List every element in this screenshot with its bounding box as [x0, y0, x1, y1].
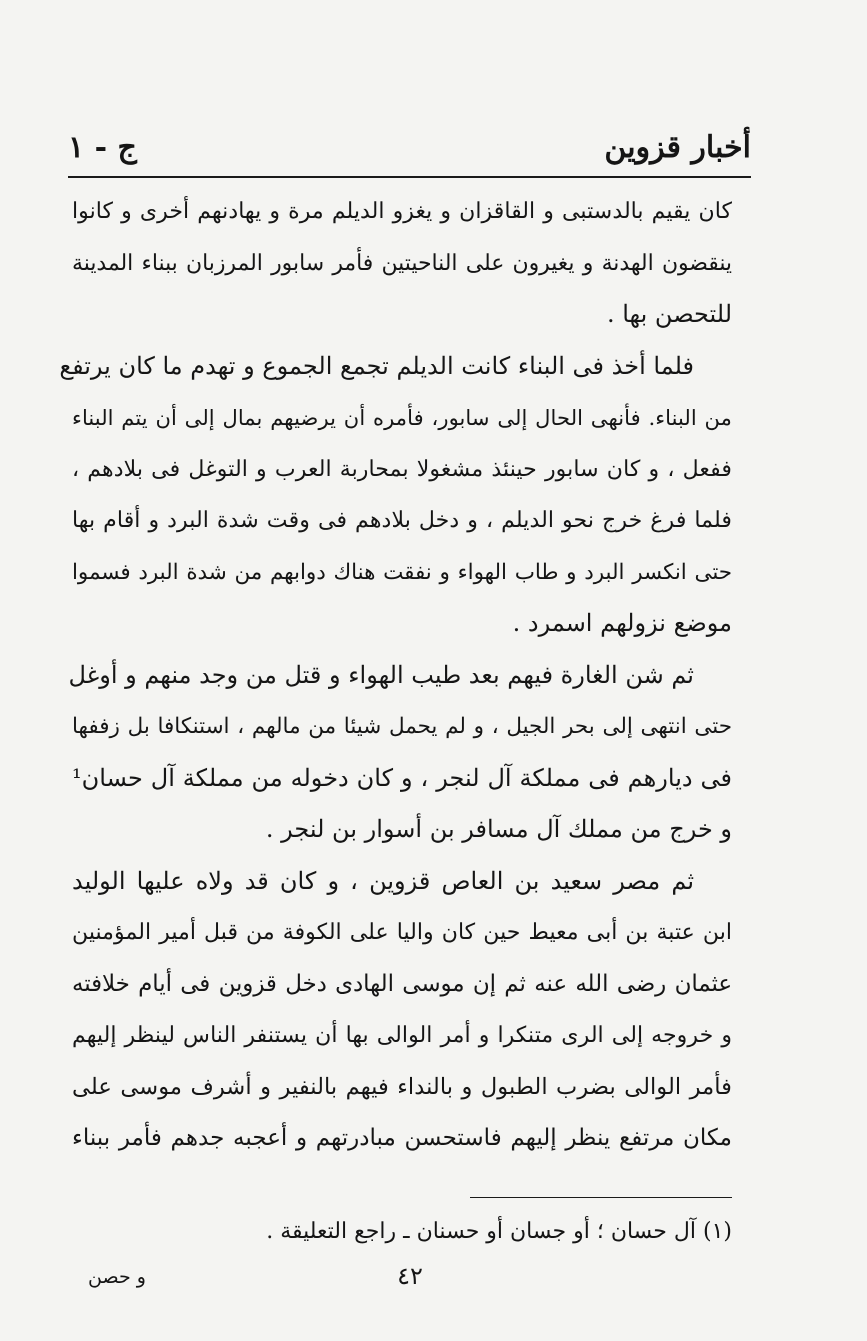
volume-number: ج - ١ [68, 130, 137, 165]
text-line: كان يقيم بالدستبى و القاقزان و يغزو الديلم مرة و يهادنهم أخرى و كانوا [72, 198, 732, 224]
paragraph-4 [72, 856, 732, 1165]
page-number: ٤٢ [397, 1262, 423, 1290]
text-line: فى ديارهم فى مملكة آل لنجر ، و كان دخوله من مملكة آل حسان¹ [72, 763, 732, 792]
text-line: للتحصن بها . [606, 300, 732, 328]
text-line: ثم شن الغارة فيهم بعد طيب الهواء و قتل من وجد منهم و أوغل [68, 660, 694, 689]
text-line: و خرج من مملك آل مسافر بن أسوار بن لنجر . [265, 815, 732, 843]
text-line: و خروجه إلى الرى متنكرا و أمر الوالى بها أن يستنفر الناس لينظر إليهم [72, 1022, 732, 1048]
text-line: ففعل ، و كان سابور حينئذ مشغولا بمحاربة العرب و التوغل فى بلادهم ، [72, 455, 732, 482]
text-line: من البناء. فأنهى الحال إلى سابور، فأمره أن يرضيهم بمال إلى أن يتم البناء [72, 405, 732, 430]
main-text [59, 186, 732, 1165]
text-line: فأمر الوالى بضرب الطبول و بالنداء فيهم بالنفير و أشرف موسى على [72, 1073, 732, 1100]
header-title: أخبار قزوين [604, 130, 751, 165]
text-line: حتى انكسر البرد و طاب الهواء و نفقت هناك دوابهم من شدة البرد فسموا [72, 559, 732, 585]
text-line: موضع نزولهم اسمرد . [512, 609, 732, 637]
paragraph-1 [72, 186, 732, 341]
text-line: فلما فرغ خرج نحو الديلم ، و دخل بلادهم فى وقت شدة البرد و أقام بها [72, 507, 732, 533]
paragraph-3 [68, 650, 732, 856]
text-line: مكان مرتفع ينظر إليهم فاستحسن مبادرتهم و أعجبه جدهم فأمر ببناء [72, 1125, 732, 1151]
header-rule [68, 176, 751, 178]
footnote: (١) آل حسان ؛ أو جسان أو حسنان ـ راجع التعليقة . [266, 1219, 732, 1244]
paragraph-2 [59, 341, 732, 650]
text-line: حتى انتهى إلى بحر الجيل ، و لم يحمل شيئا من مالهم ، استنكافا بل زففها [72, 714, 732, 739]
text-line: عثمان رضى الله عنه ثم إن موسى الهادى دخل قزوين فى أيام خلافته [72, 970, 732, 997]
text-line: ابن عتبة بن أبى معيط حين كان واليا على الكوفة من قبل أمير المؤمنين [72, 919, 732, 945]
catchword: و حصن [88, 1266, 146, 1288]
running-header [68, 128, 751, 178]
footnote-rule [470, 1197, 732, 1198]
text-line: ثم مصر سعيد بن العاص قزوين ، و كان قد ولاه عليها الوليد [72, 866, 694, 895]
text-line: فلما أخذ فى البناء كانت الديلم تجمع الجموع و تهدم ما كان يرتفع [59, 351, 694, 380]
text-line: ينقضون الهدنة و يغيرون على الناحيتين فأمر سابور المرزبان ببناء المدينة [72, 250, 732, 276]
